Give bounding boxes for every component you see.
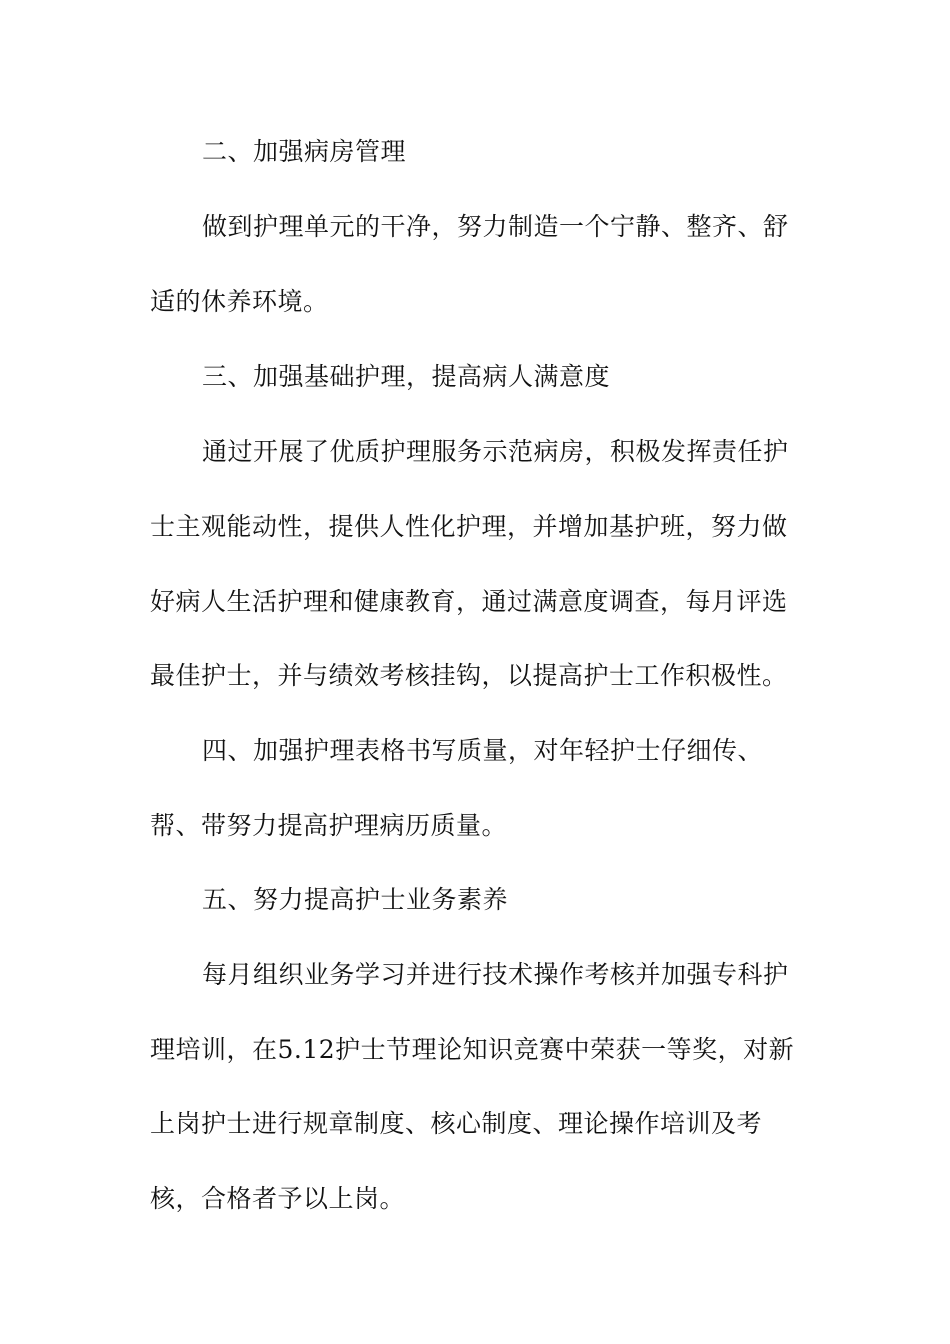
section-heading-basic-nursing: 三、加强基础护理，提高病人满意度 bbox=[202, 362, 611, 391]
paragraph-line: 理培训，在5.12护士节理论知识竞赛中荣获一等奖，对新 bbox=[150, 1035, 795, 1064]
paragraph-line: 上岗护士进行规章制度、核心制度、理论操作培训及考 bbox=[150, 1109, 763, 1138]
paragraph-line: 通过开展了优质护理服务示范病房，积极发挥责任护 bbox=[202, 437, 789, 466]
paragraph-line: 每月组织业务学习并进行技术操作考核并加强专科护 bbox=[202, 960, 789, 989]
paragraph-line: 核，合格者予以上岗。 bbox=[150, 1184, 406, 1213]
paragraph-line: 帮、带努力提高护理病历质量。 bbox=[150, 811, 508, 840]
paragraph-line: 好病人生活护理和健康教育，通过满意度调查，每月评选 bbox=[150, 587, 788, 616]
paragraph-line: 适的休养环境。 bbox=[150, 287, 329, 316]
paragraph-line: 最佳护士，并与绩效考核挂钩，以提高护士工作积极性。 bbox=[150, 661, 788, 690]
section-heading-nurse-skills: 五、努力提高护士业务素养 bbox=[202, 885, 509, 914]
section-heading-nursing-records: 四、加强护理表格书写质量，对年轻护士仔细传、 bbox=[202, 736, 764, 765]
paragraph-line: 做到护理单元的干净，努力制造一个宁静、整齐、舒 bbox=[202, 212, 789, 241]
paragraph-line: 士主观能动性，提供人性化护理，并增加基护班，努力做 bbox=[150, 512, 788, 541]
section-heading-ward-management: 二、加强病房管理 bbox=[202, 137, 407, 166]
